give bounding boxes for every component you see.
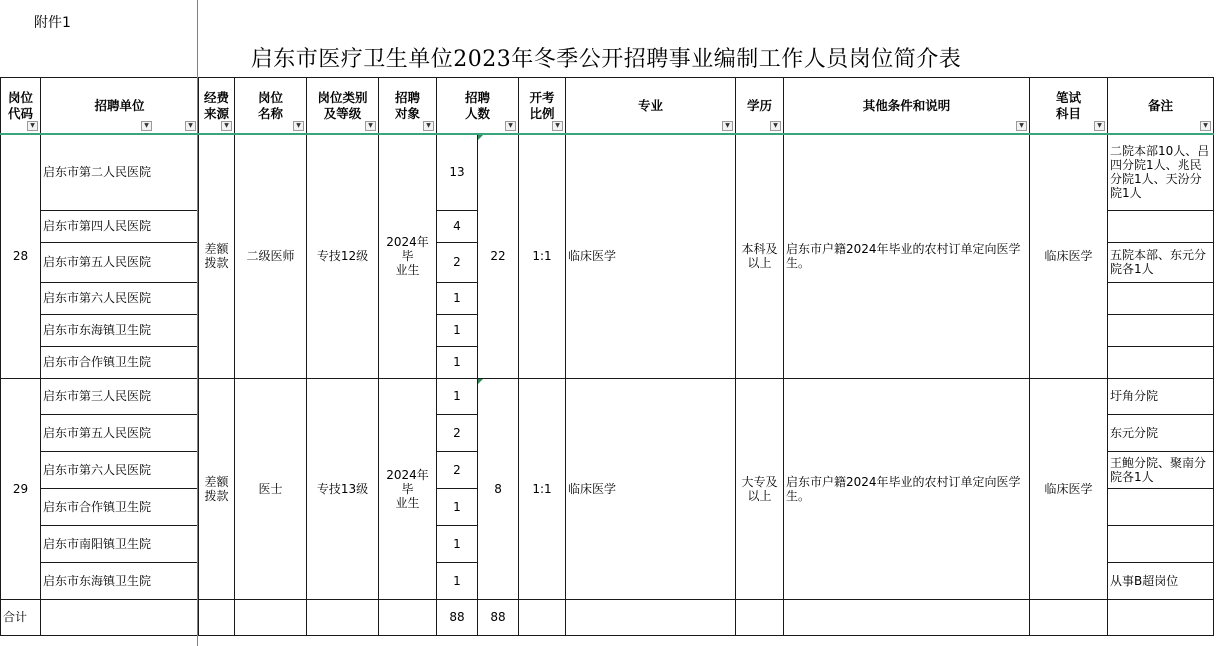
empty-cell[interactable] (235, 599, 307, 635)
filter-dropdown-icon[interactable]: ▼ (185, 121, 196, 131)
header-major: 专业 ▼ (566, 78, 736, 135)
unit-cell[interactable]: 启东市第六人民医院 (41, 451, 199, 488)
totals-count-cell[interactable]: 88 (437, 599, 478, 635)
remark-cell[interactable]: 圩角分院 (1108, 378, 1214, 414)
count-cell[interactable]: 2 (437, 451, 478, 488)
education-cell[interactable]: 本科及 以上 (736, 134, 784, 378)
header-funding: 经费 来源 ▼ (199, 78, 235, 135)
count-cell[interactable]: 1 (437, 525, 478, 562)
count-cell[interactable]: 1 (437, 282, 478, 314)
remark-cell[interactable]: 东元分院 (1108, 414, 1214, 451)
filter-dropdown-icon[interactable]: ▼ (293, 121, 304, 131)
category-cell[interactable]: 专技12级 (307, 134, 379, 378)
empty-cell[interactable] (519, 599, 566, 635)
filter-dropdown-icon[interactable]: ▼ (221, 121, 232, 131)
empty-cell[interactable] (784, 599, 1030, 635)
unit-cell[interactable]: 启东市第二人民医院 (41, 134, 199, 210)
empty-cell[interactable] (1108, 599, 1214, 635)
unit-cell[interactable]: 启东市第六人民医院 (41, 282, 199, 314)
totals-label[interactable]: 合计 (1, 599, 41, 635)
count-cell[interactable]: 1 (437, 346, 478, 378)
header-remarks: 备注 ▼ (1108, 78, 1214, 135)
ratio-cell[interactable]: 1:1 (519, 134, 566, 378)
total-count-cell[interactable]: 22 (478, 134, 519, 378)
target-cell[interactable]: 2024年毕 业生 (379, 134, 437, 378)
remark-cell[interactable]: 王鲍分院、聚南分院各1人 (1108, 451, 1214, 488)
attachment-label: 附件1 (34, 15, 71, 31)
filter-dropdown-icon[interactable]: ▼ (1016, 121, 1027, 131)
totals-row (1, 599, 1214, 635)
post-name-cell[interactable]: 医士 (235, 378, 307, 599)
header-post-name: 岗位 名称 ▼ (235, 78, 307, 135)
header-count: 招聘 人数 ▼ (437, 78, 519, 135)
exam-cell[interactable]: 临床医学 (1030, 134, 1108, 378)
header-row (1, 78, 1214, 135)
empty-cell[interactable] (199, 599, 235, 635)
filter-dropdown-icon[interactable]: ▼ (141, 121, 152, 131)
remark-cell[interactable] (1108, 525, 1214, 562)
header-target: 招聘 对象 ▼ (379, 78, 437, 135)
post-code-cell[interactable]: 28 (1, 134, 41, 378)
header-exam: 笔试 科目 ▼ (1030, 78, 1108, 135)
header-ratio: 开考 比例 ▼ (519, 78, 566, 135)
education-cell[interactable]: 大专及 以上 (736, 378, 784, 599)
remark-cell[interactable] (1108, 488, 1214, 525)
filter-dropdown-icon[interactable]: ▼ (1094, 121, 1105, 131)
filter-dropdown-icon[interactable]: ▼ (552, 121, 563, 131)
remark-cell[interactable] (1108, 314, 1214, 346)
count-cell[interactable]: 13 (437, 134, 478, 210)
table-row (1, 378, 1214, 414)
major-cell[interactable]: 临床医学 (566, 378, 736, 599)
filter-dropdown-icon[interactable]: ▼ (505, 121, 516, 131)
post-name-cell[interactable]: 二级医师 (235, 134, 307, 378)
unit-cell[interactable]: 启东市合作镇卫生院 (41, 488, 199, 525)
empty-cell[interactable] (566, 599, 736, 635)
empty-cell[interactable] (307, 599, 379, 635)
filter-dropdown-icon[interactable]: ▼ (770, 121, 781, 131)
count-cell[interactable]: 2 (437, 414, 478, 451)
remark-cell[interactable] (1108, 282, 1214, 314)
total-count-cell[interactable]: 8 (478, 378, 519, 599)
header-category: 岗位类别 及等级 ▼ (307, 78, 379, 135)
count-cell[interactable]: 4 (437, 210, 478, 242)
comment-indicator-icon (478, 135, 483, 140)
major-cell[interactable]: 临床医学 (566, 134, 736, 378)
comment-indicator-icon (478, 379, 483, 384)
unit-cell[interactable]: 启东市合作镇卫生院 (41, 346, 199, 378)
empty-cell[interactable] (41, 599, 199, 635)
filter-dropdown-icon[interactable]: ▼ (423, 121, 434, 131)
count-cell[interactable]: 1 (437, 378, 478, 414)
header-code: 岗位 代码 ▼ (1, 78, 41, 135)
unit-cell[interactable]: 启东市东海镇卫生院 (41, 314, 199, 346)
conditions-cell[interactable]: 启东市户籍2024年毕业的农村订单定向医学生。 (784, 378, 1030, 599)
remark-cell[interactable]: 二院本部10人、吕四分院1人、兆民分院1人、天汾分院1人 (1108, 134, 1214, 210)
target-cell[interactable]: 2024年毕 业生 (379, 378, 437, 599)
conditions-cell[interactable]: 启东市户籍2024年毕业的农村订单定向医学生。 (784, 134, 1030, 378)
table-row (1, 134, 1214, 210)
post-code-cell[interactable]: 29 (1, 378, 41, 599)
count-cell[interactable]: 1 (437, 314, 478, 346)
unit-cell[interactable]: 启东市第四人民医院 (41, 210, 199, 242)
filter-dropdown-icon[interactable]: ▼ (1200, 121, 1211, 131)
filter-dropdown-icon[interactable]: ▼ (27, 121, 38, 131)
totals-total-cell[interactable]: 88 (478, 599, 519, 635)
empty-cell[interactable] (379, 599, 437, 635)
count-cell[interactable]: 1 (437, 488, 478, 525)
funding-cell[interactable]: 差额 拨款 (199, 134, 235, 378)
job-table (0, 77, 1214, 636)
unit-cell[interactable]: 启东市第三人民医院 (41, 378, 199, 414)
funding-cell[interactable]: 差额 拨款 (199, 378, 235, 599)
ratio-cell[interactable]: 1:1 (519, 378, 566, 599)
remark-cell[interactable]: 从事B超岗位 (1108, 562, 1214, 599)
remark-cell[interactable] (1108, 210, 1214, 242)
category-cell[interactable]: 专技13级 (307, 378, 379, 599)
filter-dropdown-icon[interactable]: ▼ (722, 121, 733, 131)
header-unit: 招聘单位 ▼ ▼ (41, 78, 199, 135)
unit-cell[interactable]: 启东市东海镇卫生院 (41, 562, 199, 599)
header-education: 学历 ▼ (736, 78, 784, 135)
unit-cell[interactable]: 启东市第五人民医院 (41, 414, 199, 451)
count-cell[interactable]: 1 (437, 562, 478, 599)
empty-cell[interactable] (736, 599, 784, 635)
header-conditions: 其他条件和说明 ▼ (784, 78, 1030, 135)
sheet-title: 启东市医疗卫生单位2023年冬季公开招聘事业编制工作人员岗位简介表 (250, 47, 962, 72)
filter-dropdown-icon[interactable]: ▼ (365, 121, 376, 131)
empty-cell[interactable] (1030, 599, 1108, 635)
exam-cell[interactable]: 临床医学 (1030, 378, 1108, 599)
unit-cell[interactable]: 启东市南阳镇卫生院 (41, 525, 199, 562)
remark-cell[interactable]: 五院本部、东元分院各1人 (1108, 242, 1214, 282)
unit-cell[interactable]: 启东市第五人民医院 (41, 242, 199, 282)
count-cell[interactable]: 2 (437, 242, 478, 282)
remark-cell[interactable] (1108, 346, 1214, 378)
